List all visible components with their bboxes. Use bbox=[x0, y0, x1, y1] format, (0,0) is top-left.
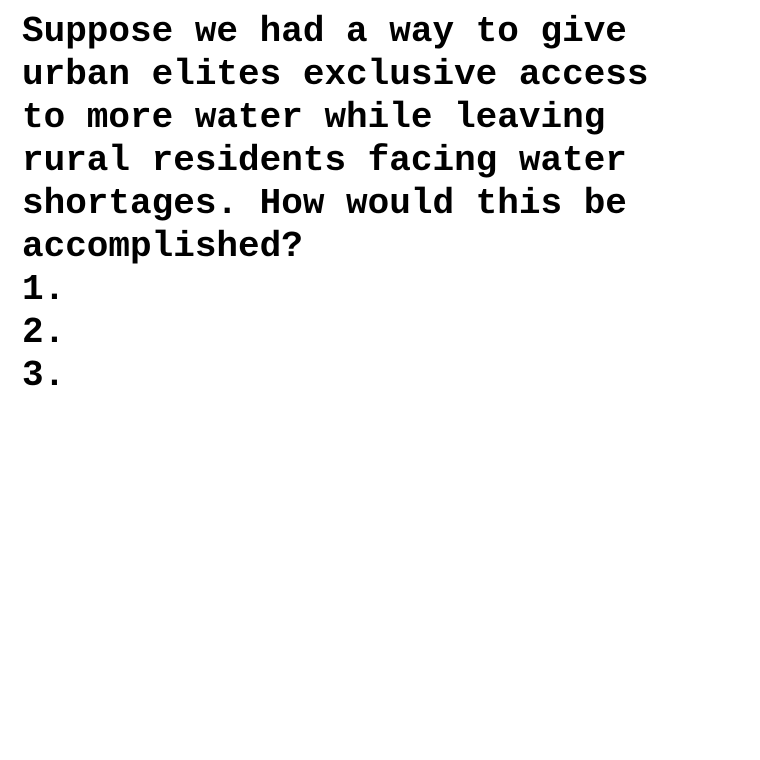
prompt-line: shortages. How would this be bbox=[22, 183, 627, 224]
prompt-line: rural residents facing water bbox=[22, 140, 627, 181]
prompt-line: Suppose we had a way to give bbox=[22, 11, 627, 52]
list-item-number-1: 1. bbox=[22, 269, 66, 310]
list-item-number-2: 2. bbox=[22, 312, 66, 353]
prompt-line: to more water while leaving bbox=[22, 97, 606, 138]
prompt-line: accomplished? bbox=[22, 226, 303, 267]
prompt-text bbox=[22, 10, 740, 268]
numbered-list bbox=[22, 268, 740, 397]
prompt-line: urban elites exclusive access bbox=[22, 54, 649, 95]
list-item-number-3: 3. bbox=[22, 355, 66, 396]
